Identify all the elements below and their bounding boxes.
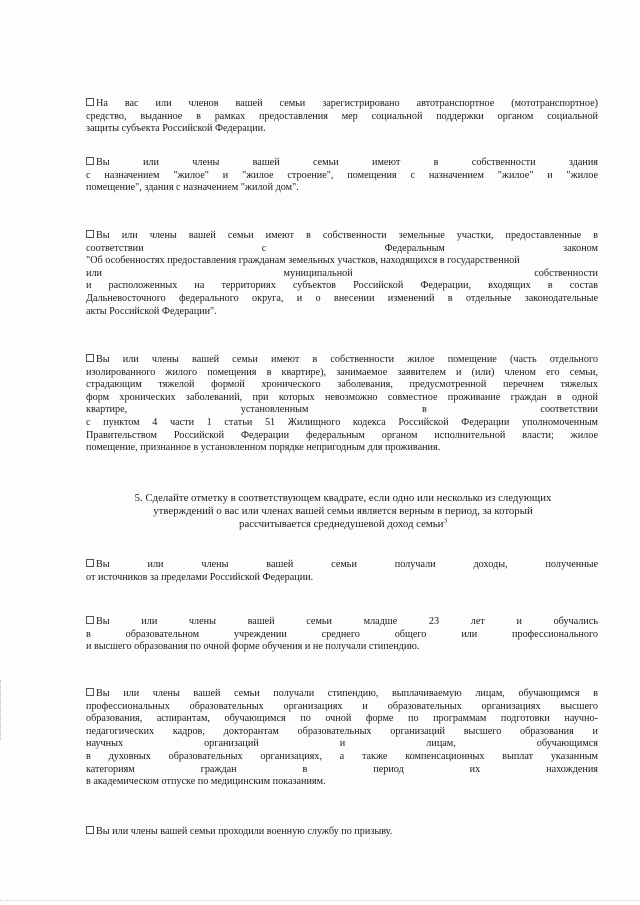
checkbox[interactable] [86, 559, 94, 567]
item-dwelling [86, 354, 598, 455]
item-line: форм хронических заболеваний, при которых невозможно совместное проживание граждан в одной [86, 391, 598, 403]
item-line: профессиональных образовательных организациях и образовательных организациях высшего [86, 700, 598, 712]
item-text: Вы или члены вашей семьи имеют в собственности здания [96, 157, 598, 168]
item-line [86, 157, 598, 170]
section-5-heading [100, 492, 586, 532]
item-line [86, 688, 598, 701]
item-vehicle [86, 98, 598, 136]
item-line [86, 230, 598, 243]
item-military-service [86, 826, 598, 839]
item-stipend [86, 688, 598, 789]
item-line: в академическом отпуске по медицинским показаниям. [86, 776, 326, 788]
item-line [86, 98, 598, 111]
item-line: в духовных образовательных организациях, а также компенсационных выплат указанным [86, 750, 598, 762]
checkbox[interactable] [86, 688, 94, 696]
item-line: Правительством Российской Федерации федеральным органом исполнительной власти; жилое [86, 429, 598, 441]
item-text: Вы или члены вашей семьи получали стипендию, выплачиваемую лицам, обучающимся в [96, 688, 598, 699]
item-line: от источников за пределами Российской Федерации. [86, 571, 314, 583]
item-line: и высшего образования по очной форме обучения и не получали стипендию. [86, 641, 420, 653]
item-line: квартире, установленным в соответствии [86, 404, 598, 416]
item-foreign-income [86, 559, 598, 584]
item-buildings [86, 157, 598, 195]
item-line [86, 616, 598, 629]
item-line: категориям граждан в период их нахождения [86, 763, 598, 775]
item-line: и расположенных на территориях субъектов Российской Федерации, входящих в состав [86, 280, 598, 292]
checkbox[interactable] [86, 230, 94, 238]
checkbox[interactable] [86, 354, 94, 362]
item-line: акты Российской Федерации". [86, 305, 217, 317]
item-text: Вы или члены вашей семьи проходили военную службу по призыву. [96, 826, 393, 837]
item-line: помещение", здания с назначением "жилой дом". [86, 182, 299, 194]
item-line: с пунктом 4 части 1 статьи 51 Жилищного кодекса Российской Федерации уполномоченным [86, 416, 598, 428]
item-line: в образовательном учреждении среднего общего или профессионального [86, 628, 598, 640]
item-text: На вас или членов вашей семьи зарегистрировано автотранспортное (мототранспортное) [96, 98, 598, 109]
item-land-plots [86, 230, 598, 318]
heading-text: рассчитывается среднедушевой доход семьи [239, 518, 444, 531]
checkbox[interactable] [86, 98, 94, 106]
item-text: Вы или члены вашей семьи имеют в собственности жилое помещение (часть отдельного [96, 354, 598, 365]
item-line: страдающим тяжелой формой хронического заболевания, предусмотренной перечнем тяжелых [86, 379, 598, 391]
item-line [86, 826, 598, 839]
heading-line: утверждений о вас или членах вашей семьи является верным в период, за который [153, 505, 533, 518]
item-line: соответствии с Федеральным законом [86, 242, 598, 254]
heading-line [100, 518, 586, 531]
item-line [86, 559, 598, 572]
item-line: или муниципальной собственности [86, 267, 598, 279]
item-line: изолированного жилого помещения в квартире), занимаемое заявителем и (или) членом его семьи, [86, 366, 598, 378]
item-line [86, 354, 598, 367]
checkbox[interactable] [86, 616, 94, 624]
checkbox[interactable] [86, 826, 94, 834]
item-text: Вы или члены вашей семьи младше 23 лет и обучались [96, 616, 598, 627]
scan-edge-mark [0, 680, 2, 740]
footnote-mark: 3 [443, 518, 447, 525]
item-line: помещение, признанное в установленном порядке непригодным для проживания. [86, 442, 441, 454]
item-line: педагогических кадров, докторантам образовательных организаций высшего образования и [86, 725, 598, 737]
item-line: образования, аспирантам, обучающимся по очной форме по программам подготовки научно- [86, 713, 598, 725]
item-students-under-23 [86, 616, 598, 654]
item-line: "Об особенностях предоставления гражданам земельных участков, находящихся в государственной [86, 255, 520, 267]
checkbox[interactable] [86, 157, 94, 165]
scan-bottom-edge [0, 900, 640, 901]
item-line: средство, выданное в рамках предоставления мер социальной поддержки органом социальной [86, 110, 598, 122]
item-text: Вы или члены вашей семьи получали доходы, полученные [96, 559, 598, 570]
item-line: защиты субъекта Российской Федерации. [86, 123, 266, 135]
item-text: Вы или члены вашей семьи имеют в собственности земельные участки, предоставленные в [96, 230, 598, 241]
item-line: Дальневосточного федерального округа, и о внесении изменений в отдельные законодательные [86, 292, 598, 304]
heading-line: 5. Сделайте отметку в соответствующем квадрате, если одно или несколько из следующих [134, 492, 552, 504]
item-line: научных организаций и лицам, обучающимся [86, 738, 598, 750]
item-line: с назначением "жилое" и "жилое строение", помещения с назначением "жилое" и "жилое [86, 169, 598, 181]
